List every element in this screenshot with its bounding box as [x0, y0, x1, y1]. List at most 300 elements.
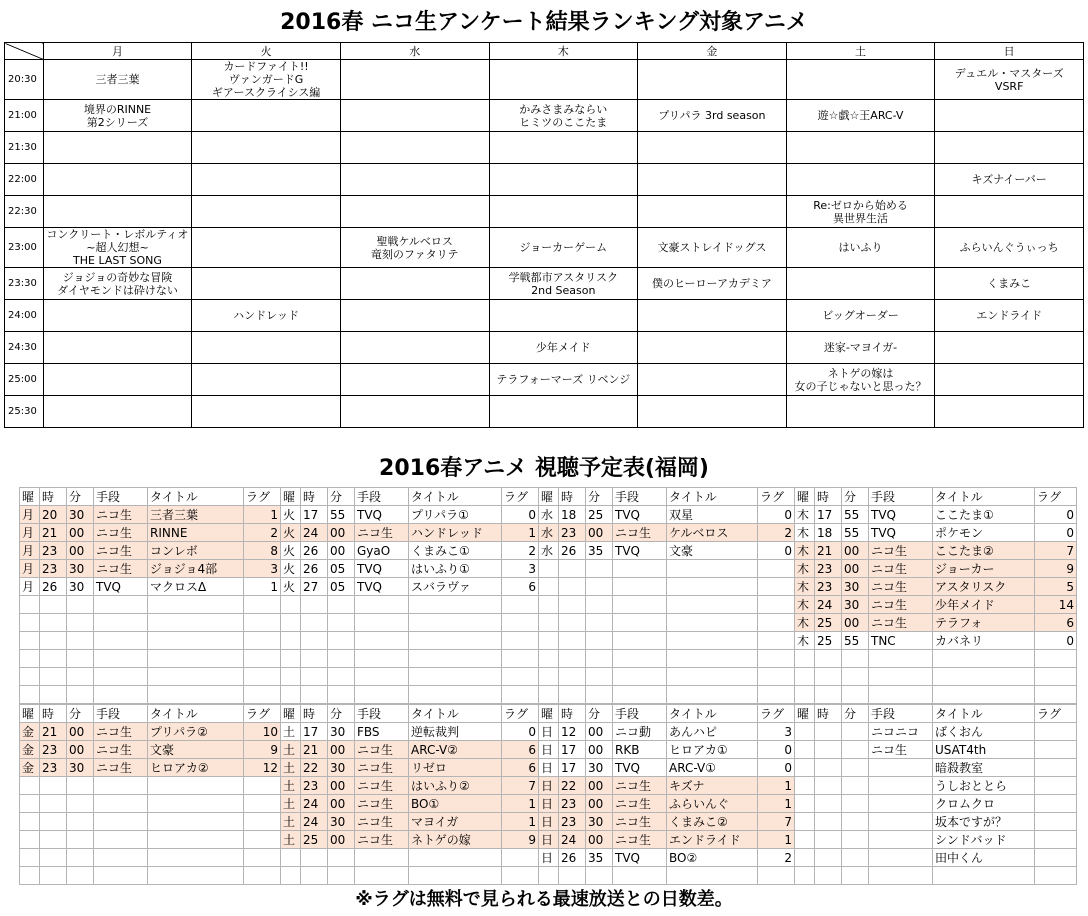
viewing-cell: エンドライド	[667, 831, 758, 849]
viewing-cell	[328, 867, 355, 885]
program-cell	[43, 164, 192, 196]
viewing-cell: TVQ	[613, 759, 667, 777]
viewing-cell	[20, 686, 40, 704]
viewing-cell	[409, 668, 502, 686]
viewing-cell: 30	[67, 506, 94, 524]
viewing-cell	[539, 596, 559, 614]
viewing-row	[795, 560, 1077, 578]
viewing-cell: 23	[559, 813, 586, 831]
viewing-row	[539, 560, 795, 578]
viewing-header-row	[539, 705, 795, 723]
viewing-cell	[301, 668, 328, 686]
viewing-row	[20, 632, 281, 650]
viewing-cell	[667, 596, 758, 614]
viewing-cell: 2	[244, 524, 281, 542]
program-cell	[43, 196, 192, 228]
program-cell	[340, 332, 489, 364]
viewing-cell: ニコ生	[355, 813, 409, 831]
viewing-cell	[20, 614, 40, 632]
viewing-cell	[355, 614, 409, 632]
viewing-cell	[667, 614, 758, 632]
viewing-row	[539, 741, 795, 759]
viewing-cell	[815, 668, 842, 686]
viewing-cell: ジョジョ4部	[148, 560, 244, 578]
viewing-row	[539, 723, 795, 741]
viewing-cell	[355, 596, 409, 614]
column-header: タイトル	[667, 705, 758, 723]
time-cell: 25:30	[5, 396, 44, 428]
viewing-cell	[933, 650, 1035, 668]
viewing-cell: 火	[281, 578, 301, 596]
viewing-row	[20, 596, 281, 614]
column-header: 手段	[613, 488, 667, 506]
viewing-row	[20, 524, 281, 542]
viewing-cell	[94, 813, 148, 831]
viewing-cell: 25	[815, 632, 842, 650]
viewing-cell	[795, 849, 815, 867]
program-cell	[489, 132, 638, 164]
viewing-cell: 日	[539, 759, 559, 777]
viewing-row	[281, 849, 539, 867]
viewing-cell: 30	[842, 596, 869, 614]
grid-header-row	[5, 43, 1084, 60]
viewing-cell	[869, 759, 933, 777]
viewing-cell: 12	[244, 759, 281, 777]
viewing-row	[539, 542, 795, 560]
viewing-cell	[148, 777, 244, 795]
program-cell: テラフォーマーズ リベンジ	[489, 364, 638, 396]
viewing-cell	[355, 650, 409, 668]
program-cell: ビッグオーダー	[786, 300, 935, 332]
viewing-cell: 土	[281, 741, 301, 759]
viewing-cell	[842, 650, 869, 668]
column-header: 手段	[355, 488, 409, 506]
viewing-row	[539, 578, 795, 596]
viewing-cell: 00	[842, 542, 869, 560]
column-header: ラグ	[244, 488, 281, 506]
viewing-cell	[667, 650, 758, 668]
viewing-cell: 0	[1035, 632, 1077, 650]
viewing-cell: 25	[586, 506, 613, 524]
viewing-cell	[586, 686, 613, 704]
viewing-cell	[758, 578, 795, 596]
viewing-row	[281, 632, 539, 650]
viewing-row	[539, 867, 795, 885]
viewing-row	[795, 813, 1077, 831]
viewing-row	[795, 596, 1077, 614]
viewing-cell: 0	[1035, 524, 1077, 542]
viewing-cell: 火	[281, 542, 301, 560]
viewing-cell: 30	[328, 813, 355, 831]
viewing-cell	[244, 831, 281, 849]
viewing-cell	[869, 849, 933, 867]
viewing-cell	[559, 614, 586, 632]
viewing-cell: 1	[502, 795, 539, 813]
program-cell: エンドライド	[935, 300, 1084, 332]
viewing-cell	[559, 560, 586, 578]
viewing-row	[20, 723, 281, 741]
viewing-cell: 00	[67, 723, 94, 741]
column-header: 曜	[281, 488, 301, 506]
program-cell: プリパラ 3rd season	[638, 100, 787, 132]
viewing-row	[281, 506, 539, 524]
program-cell	[192, 332, 341, 364]
program-cell: Re:ゼロから始める 異世界生活	[786, 196, 935, 228]
viewing-block-thu	[794, 487, 1076, 704]
viewing-cell: 21	[815, 542, 842, 560]
viewing-row	[539, 614, 795, 632]
viewing-cell	[409, 650, 502, 668]
program-cell: 少年メイド	[489, 332, 638, 364]
viewing-row	[281, 813, 539, 831]
viewing-cell: TVQ	[613, 506, 667, 524]
program-cell	[638, 300, 787, 332]
viewing-cell: 25	[301, 831, 328, 849]
grid-row	[5, 132, 1084, 164]
viewing-cell: 26	[301, 560, 328, 578]
viewing-cell	[842, 777, 869, 795]
grid-row	[5, 100, 1084, 132]
viewing-cell	[869, 777, 933, 795]
viewing-row	[539, 524, 795, 542]
program-cell	[638, 60, 787, 100]
viewing-row	[795, 777, 1077, 795]
viewing-table	[19, 487, 281, 704]
viewing-cell: ニコ生	[94, 560, 148, 578]
viewing-table	[794, 704, 1077, 885]
viewing-cell	[94, 795, 148, 813]
viewing-cell: コンレボ	[148, 542, 244, 560]
viewing-cell: 25	[815, 614, 842, 632]
viewing-cell	[586, 614, 613, 632]
viewing-cell: 日	[539, 741, 559, 759]
column-header: ラグ	[758, 705, 795, 723]
viewing-cell: ニコ生	[869, 596, 933, 614]
viewing-cell	[409, 632, 502, 650]
viewing-cell: 3	[502, 560, 539, 578]
viewing-cell: 35	[586, 542, 613, 560]
program-cell	[43, 300, 192, 332]
viewing-cell: 55	[328, 506, 355, 524]
viewing-cell	[20, 650, 40, 668]
viewing-cell	[502, 632, 539, 650]
viewing-cell: カバネリ	[933, 632, 1035, 650]
program-cell: 学戦都市アスタリスク 2nd Season	[489, 268, 638, 300]
viewing-cell	[148, 596, 244, 614]
viewing-cell	[933, 686, 1035, 704]
viewing-cell: ニコ生	[869, 614, 933, 632]
viewing-cell	[539, 560, 559, 578]
viewing-cell: TVQ	[613, 849, 667, 867]
viewing-cell: 0	[758, 542, 795, 560]
program-cell	[43, 396, 192, 428]
viewing-cell: 坂本ですが？	[933, 813, 1035, 831]
viewing-cell: 2	[758, 849, 795, 867]
lag-note: ※ラグは無料で見られる最速放送との日数差。	[355, 889, 733, 910]
grid-corner-cell	[5, 43, 44, 60]
viewing-cell: 1	[758, 777, 795, 795]
viewing-cell: 9	[244, 741, 281, 759]
viewing-cell: 1	[758, 795, 795, 813]
viewing-cell: TVQ	[613, 542, 667, 560]
viewing-cell: RKB	[613, 741, 667, 759]
viewing-block-mon	[19, 487, 280, 704]
viewing-row	[20, 542, 281, 560]
program-cell	[786, 396, 935, 428]
viewing-cell: 0	[502, 506, 539, 524]
time-cell: 21:30	[5, 132, 44, 164]
grid-row	[5, 228, 1084, 268]
column-header: 分	[842, 488, 869, 506]
viewing-cell	[613, 560, 667, 578]
viewing-cell: 6	[1035, 614, 1077, 632]
viewing-cell	[244, 614, 281, 632]
time-cell: 23:30	[5, 268, 44, 300]
viewing-cell	[244, 686, 281, 704]
program-cell	[489, 164, 638, 196]
viewing-cell: ニコ生	[355, 759, 409, 777]
viewing-row	[20, 795, 281, 813]
viewing-cell	[148, 614, 244, 632]
viewing-cell	[281, 614, 301, 632]
viewing-cell	[758, 632, 795, 650]
viewing-cell: TNC	[869, 632, 933, 650]
viewing-block-fri	[19, 704, 280, 885]
viewing-cell	[815, 849, 842, 867]
viewing-cell	[94, 777, 148, 795]
viewing-block-wed	[538, 487, 794, 704]
viewing-cell	[94, 632, 148, 650]
viewing-cell: 30	[67, 560, 94, 578]
column-header: 時	[40, 705, 67, 723]
viewing-cell	[559, 650, 586, 668]
viewing-cell	[148, 668, 244, 686]
column-header: タイトル	[933, 488, 1035, 506]
viewing-cell: 17	[301, 506, 328, 524]
program-cell: 聖戦ケルベロス 竜刻のファタリテ	[340, 228, 489, 268]
viewing-cell	[869, 831, 933, 849]
viewing-cell	[67, 813, 94, 831]
program-cell: 境界のRINNE 第2シリーズ	[43, 100, 192, 132]
viewing-cell: BO①	[409, 795, 502, 813]
viewing-row	[795, 542, 1077, 560]
viewing-cell	[355, 668, 409, 686]
viewing-cell: あんハピ	[667, 723, 758, 741]
viewing-row	[20, 560, 281, 578]
viewing-cell	[94, 867, 148, 885]
day-header: 水	[340, 43, 489, 60]
viewing-row	[20, 777, 281, 795]
viewing-cell	[502, 650, 539, 668]
viewing-cell	[67, 777, 94, 795]
viewing-cell	[815, 759, 842, 777]
viewing-cell	[94, 668, 148, 686]
column-header: タイトル	[933, 705, 1035, 723]
viewing-cell	[1035, 650, 1077, 668]
viewing-cell: 日	[539, 813, 559, 831]
viewing-cell	[148, 686, 244, 704]
viewing-cell: 24	[559, 831, 586, 849]
viewing-cell: はいふり①	[409, 560, 502, 578]
viewing-cell	[842, 759, 869, 777]
viewing-cell: 7	[758, 813, 795, 831]
program-cell: ジョジョの奇妙な冒険 ダイヤモンドは砕けない	[43, 268, 192, 300]
viewing-cell	[1035, 849, 1077, 867]
viewing-row	[281, 668, 539, 686]
viewing-cell	[667, 560, 758, 578]
viewing-cell	[301, 867, 328, 885]
viewing-cell: ニコ生	[355, 741, 409, 759]
viewing-row	[20, 686, 281, 704]
viewing-cell: 5	[1035, 578, 1077, 596]
viewing-cell: プリパラ②	[148, 723, 244, 741]
viewing-cell	[502, 614, 539, 632]
time-cell: 23:00	[5, 228, 44, 268]
time-cell: 24:30	[5, 332, 44, 364]
viewing-row	[539, 831, 795, 849]
viewing-cell	[869, 686, 933, 704]
viewing-cell	[1035, 777, 1077, 795]
grid-row	[5, 332, 1084, 364]
viewing-cell: 月	[20, 542, 40, 560]
viewing-cell	[1035, 668, 1077, 686]
viewing-cell: 7	[502, 777, 539, 795]
viewing-cell	[815, 777, 842, 795]
viewing-cell	[869, 795, 933, 813]
viewing-cell: BO②	[667, 849, 758, 867]
viewing-cell: 田中くん	[933, 849, 1035, 867]
viewing-cell	[933, 867, 1035, 885]
column-header: タイトル	[667, 488, 758, 506]
viewing-cell: 55	[842, 632, 869, 650]
viewing-row	[539, 596, 795, 614]
program-cell	[192, 132, 341, 164]
viewing-cell	[20, 849, 40, 867]
column-header: 時	[559, 488, 586, 506]
viewing-cell	[758, 614, 795, 632]
viewing-block-sun	[538, 704, 794, 885]
program-cell	[192, 364, 341, 396]
viewing-cell: 少年メイド	[933, 596, 1035, 614]
viewing-cell	[539, 578, 559, 596]
viewing-cell	[67, 795, 94, 813]
viewing-cell: ケルベロス	[667, 524, 758, 542]
viewing-cell	[20, 596, 40, 614]
viewing-cell: 23	[40, 759, 67, 777]
viewing-header-row	[20, 488, 281, 506]
viewing-cell	[795, 741, 815, 759]
viewing-cell	[586, 632, 613, 650]
viewing-row	[20, 831, 281, 849]
viewing-cell: アスタリスク	[933, 578, 1035, 596]
viewing-cell: 暗殺教室	[933, 759, 1035, 777]
viewing-cell: 30	[842, 578, 869, 596]
column-header: タイトル	[148, 488, 244, 506]
program-cell: ネトゲの嫁は 女の子じゃないと思った？	[786, 364, 935, 396]
viewing-cell: 3	[758, 723, 795, 741]
viewing-cell	[409, 849, 502, 867]
viewing-cell	[869, 813, 933, 831]
program-cell: かみさまみならい ヒミツのここたま	[489, 100, 638, 132]
viewing-cell	[795, 777, 815, 795]
viewing-cell: ニコ生	[355, 524, 409, 542]
viewing-cell: 30	[586, 759, 613, 777]
viewing-cell	[842, 741, 869, 759]
viewing-row	[20, 741, 281, 759]
program-cell	[786, 268, 935, 300]
viewing-cell	[842, 686, 869, 704]
viewing-cell: 26	[559, 542, 586, 560]
viewing-cell: 火	[281, 506, 301, 524]
viewing-cell: 00	[328, 777, 355, 795]
program-cell	[638, 364, 787, 396]
viewing-cell	[94, 686, 148, 704]
column-header: 手段	[94, 488, 148, 506]
viewing-cell	[667, 668, 758, 686]
viewing-cell	[842, 795, 869, 813]
viewing-row	[539, 686, 795, 704]
viewing-cell	[281, 650, 301, 668]
viewing-cell	[148, 632, 244, 650]
viewing-cell	[842, 723, 869, 741]
viewing-cell: 17	[301, 723, 328, 741]
viewing-cell	[355, 686, 409, 704]
viewing-cell	[67, 686, 94, 704]
viewing-cell	[1035, 759, 1077, 777]
program-cell	[192, 100, 341, 132]
column-header: タイトル	[409, 705, 502, 723]
program-cell: ジョーカーゲーム	[489, 228, 638, 268]
program-cell: 遊☆戯☆王ARC-V	[786, 100, 935, 132]
viewing-cell	[67, 867, 94, 885]
viewing-cell: 10	[244, 723, 281, 741]
viewing-cell	[613, 614, 667, 632]
column-header: 曜	[20, 488, 40, 506]
viewing-cell	[67, 668, 94, 686]
viewing-cell: ネトゲの嫁	[409, 831, 502, 849]
viewing-cell	[1035, 795, 1077, 813]
viewing-row	[281, 524, 539, 542]
viewing-cell	[815, 795, 842, 813]
viewing-cell: 逆転裁判	[409, 723, 502, 741]
viewing-cell	[667, 867, 758, 885]
viewing-cell	[502, 596, 539, 614]
viewing-cell	[795, 686, 815, 704]
viewing-cell	[758, 686, 795, 704]
viewing-cell: シンドバッド	[933, 831, 1035, 849]
program-cell	[935, 396, 1084, 428]
viewing-cell	[758, 650, 795, 668]
viewing-cell	[148, 795, 244, 813]
program-cell	[192, 396, 341, 428]
viewing-cell: ニコ生	[94, 741, 148, 759]
viewing-cell	[40, 849, 67, 867]
viewing-cell	[613, 578, 667, 596]
viewing-cell	[842, 668, 869, 686]
viewing-cell	[586, 596, 613, 614]
viewing-cell	[559, 632, 586, 650]
viewing-cell: 17	[559, 759, 586, 777]
viewing-cell: 6	[502, 759, 539, 777]
viewing-cell	[539, 614, 559, 632]
viewing-cell	[586, 578, 613, 596]
program-cell	[340, 132, 489, 164]
program-cell	[935, 332, 1084, 364]
viewing-block-tue	[280, 487, 538, 704]
viewing-row	[20, 578, 281, 596]
viewing-row	[539, 777, 795, 795]
viewing-cell	[613, 668, 667, 686]
